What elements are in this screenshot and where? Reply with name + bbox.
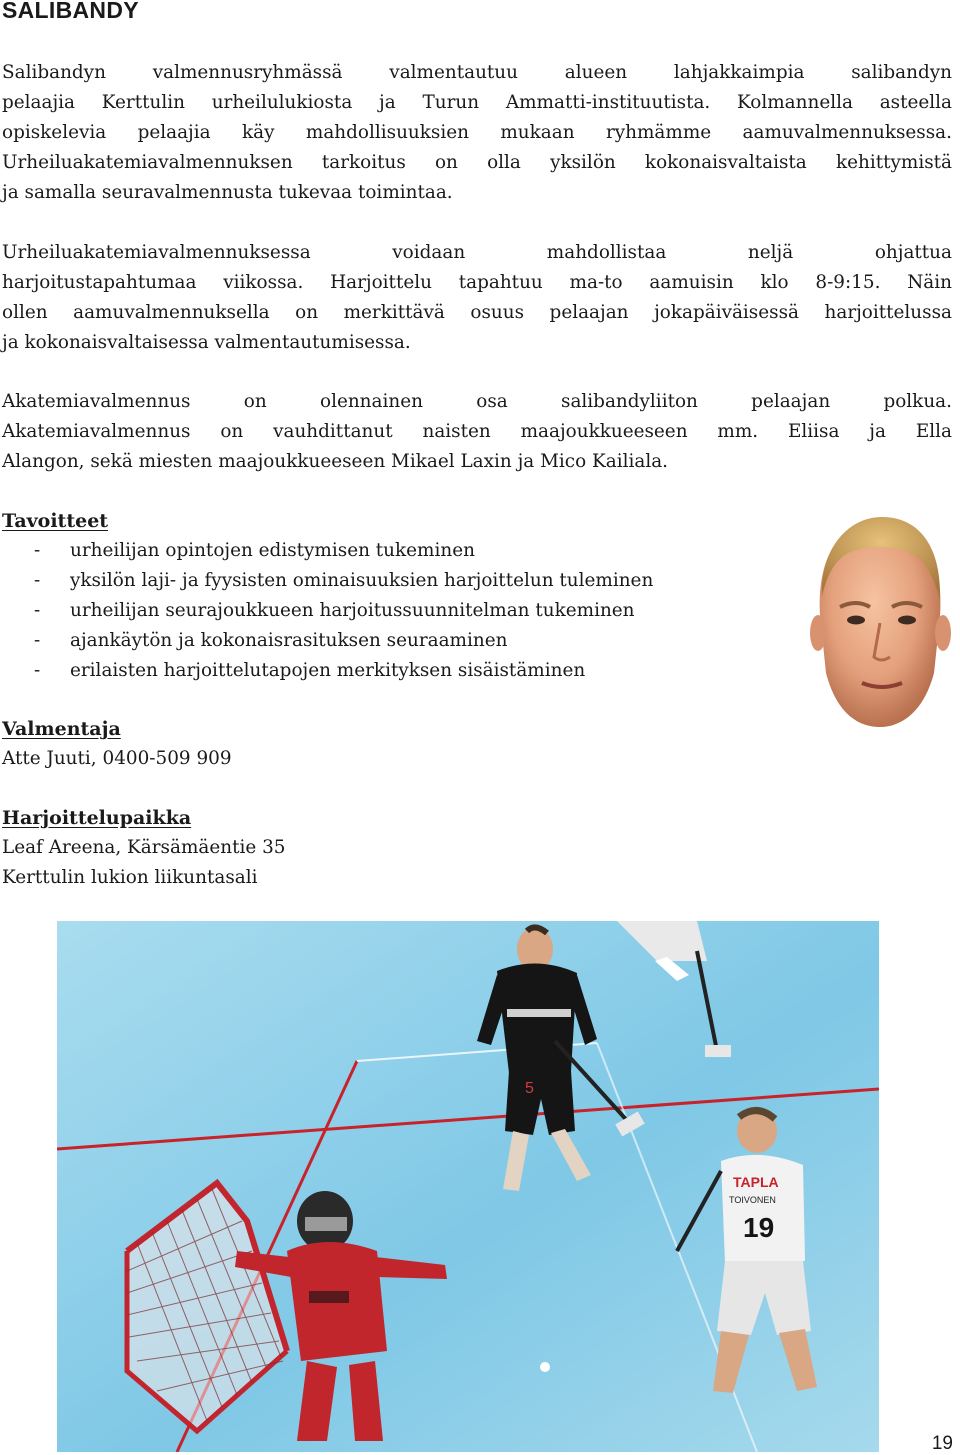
jersey-name-right: TOIVONEN xyxy=(729,1195,776,1205)
goal-text: yksilön laji- ja fyysisten ominaisuuksien harjoittelun tuleminen xyxy=(70,570,654,591)
academy-line: Alangon, sekä miesten maajoukkueeseen Mikael Laxin ja Mico Kailiala. xyxy=(2,451,669,472)
intro-line: Salibandyn valmennusryhmässä valmentautuu alueen lahjakkaimpia salibandyn xyxy=(2,62,952,83)
venue-heading: Harjoittelupaikka xyxy=(2,807,192,829)
game-illustration xyxy=(57,921,879,1452)
floorball-ball xyxy=(540,1362,550,1372)
goal-item xyxy=(0,536,653,566)
dash-bullet: - xyxy=(34,660,41,681)
intro-line: Urheiluakatemiavalmennuksen tarkoitus on olla yksilön kokonaisvaltaista kehittymistä xyxy=(2,152,952,173)
jersey-number-left: 5 xyxy=(525,1080,534,1097)
intro-paragraph xyxy=(2,58,952,208)
training-line: harjoitustapahtumaa viikossa. Harjoittelu tapahtuu ma-to aamuisin klo 8-9:15. Näin xyxy=(2,272,952,293)
page-number: 19 xyxy=(931,1433,953,1454)
jersey-brand-left: ESPOO xyxy=(512,1017,552,1029)
jersey-number-right: 19 xyxy=(743,1212,775,1243)
training-line: ja kokonaisvaltaisessa valmentautumisessa. xyxy=(2,332,411,353)
goal-item xyxy=(0,626,653,656)
goal-text: urheilijan seurajoukkueen harjoitussuunnitelman tukeminen xyxy=(70,600,635,621)
training-paragraph xyxy=(2,238,952,358)
goal-text: urheilijan opintojen edistymisen tukeminen xyxy=(70,540,475,561)
jersey-brand-right: TAPLA xyxy=(733,1174,779,1190)
academy-line: Akatemiavalmennus on vauhdittanut naisten maajoukkueeseen mm. Eliisa ja Ella xyxy=(2,421,952,442)
goal-item xyxy=(0,656,653,686)
goal-item xyxy=(0,566,653,596)
training-line: ollen aamuvalmennuksella on merkittävä osuus pelaajan jokapäiväisessä harjoittelussa xyxy=(2,302,952,323)
dash-bullet: - xyxy=(34,540,41,561)
page-title: SALIBANDY xyxy=(2,0,139,23)
intro-line: pelaajia Kerttulin urheilulukiosta ja Turun Ammatti-instituutista. Kolmannella asteella xyxy=(2,92,952,113)
venue-lines xyxy=(2,833,285,893)
intro-line: opiskelevia pelaajia käy mahdollisuuksien mukaan ryhmämme aamuvalmennuksessa. xyxy=(2,122,952,143)
coach-heading: Valmentaja xyxy=(2,718,121,740)
training-line: Urheiluakatemiavalmennuksessa voidaan mahdollistaa neljä ohjattua xyxy=(2,242,952,263)
dash-bullet: - xyxy=(34,600,41,621)
venue-line: Kerttulin lukion liikuntasali xyxy=(2,867,258,888)
goal-text: ajankäytön ja kokonaisrasituksen seuraaminen xyxy=(70,630,508,651)
goals-list xyxy=(0,536,653,686)
intro-line: ja samalla seuravalmennusta tukevaa toimintaa. xyxy=(2,182,453,203)
academy-paragraph xyxy=(2,387,952,477)
dash-bullet: - xyxy=(34,630,41,651)
floorball-game-photo xyxy=(57,921,879,1452)
academy-line: Akatemiavalmennus on olennainen osa salibandyliiton pelaajan polkua. xyxy=(2,391,952,412)
coach-portrait xyxy=(806,505,953,730)
goals-heading: Tavoitteet xyxy=(2,510,109,532)
dash-bullet: - xyxy=(34,570,41,591)
goal-text: erilaisten harjoittelutapojen merkityksen sisäistäminen xyxy=(70,660,586,681)
venue-line: Leaf Areena, Kärsämäentie 35 xyxy=(2,837,286,858)
portrait-illustration xyxy=(806,505,953,730)
coach-contact: Atte Juuti, 0400-509 909 xyxy=(2,748,232,769)
goal-item xyxy=(0,596,653,626)
